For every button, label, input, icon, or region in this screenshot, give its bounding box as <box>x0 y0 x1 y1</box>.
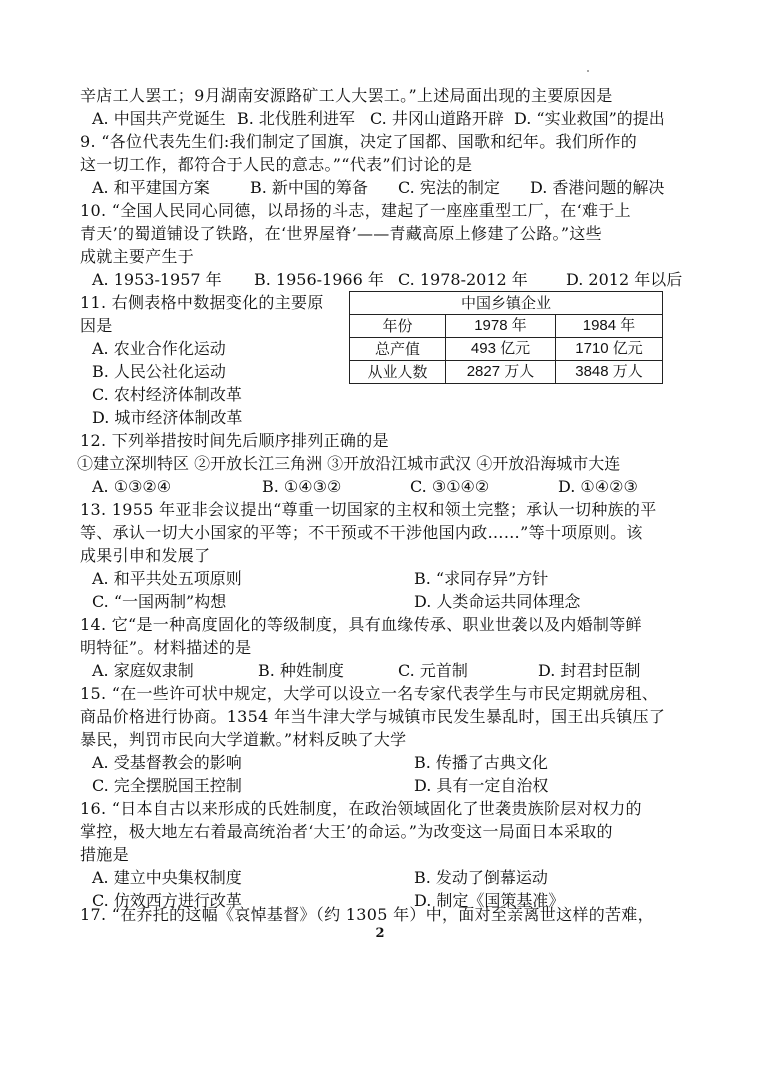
table-row <box>350 361 663 384</box>
q12-option-a: A. ①③②④ <box>92 477 172 496</box>
q15-stem-line2: 商品价格进行协商。1354 年当牛津大学与城镇市民发生暴乱时，国王出兵镇压了 <box>80 707 666 726</box>
q12-stem-line2: ①建立深圳特区 ②开放长江三角洲 ③开放沿江城市武汉 ④开放沿海城市大连 <box>77 454 621 473</box>
q9-option-d: D. 香港问题的解决 <box>530 178 665 197</box>
table-row <box>350 338 663 361</box>
table-cell: 2827 万人 <box>446 361 556 384</box>
q14-stem-line2: 明特征”。材料描述的是 <box>80 638 252 657</box>
q12-stem-line1: 12. 下列举措按时间先后顺序排列正确的是 <box>80 431 389 450</box>
q12-option-c: C. ③①④② <box>410 477 490 496</box>
q9-stem-line1: 9. “各位代表先生们:我们制定了国旗，决定了国都、国歌和纪年。我们所作的 <box>80 132 638 151</box>
q14-option-b: B. 种姓制度 <box>258 661 344 680</box>
q15-stem-line1: 15. “在一些许可状中规定，大学可以设立一名专家代表学生与市民定期就房租、 <box>80 684 659 703</box>
q15-option-a: A. 受基督教会的影响 <box>92 753 242 772</box>
q14-option-a: A. 家庭奴隶制 <box>92 661 194 680</box>
table-header-row <box>350 315 663 338</box>
q16-stem-line3: 措施是 <box>80 845 129 864</box>
table-cell: 总产值 <box>350 338 446 361</box>
page-number: 2 <box>375 926 385 941</box>
q13-stem-line2: 等、承认一切大小国家的平等；不干预或不干涉他国内政……”等十项原则。该 <box>80 523 643 542</box>
q11-stem-line1: 11. 右侧表格中数据变化的主要原 <box>80 293 324 312</box>
q8-option-a: A. 中国共产党诞生 <box>92 109 226 128</box>
township-enterprise-table <box>349 291 663 384</box>
q13-stem-line3: 成果引申和发展了 <box>80 546 211 565</box>
q9-option-b: B. 新中国的筹备 <box>250 178 368 197</box>
q10-option-b: B. 1956-1966 年 <box>254 270 384 289</box>
q14-stem-line1: 14. 它“是一种高度固化的等级制度，具有血缘传承、职业世袭以及内婚制等鲜 <box>80 615 642 634</box>
q13-option-b: B. “求同存异”方针 <box>414 569 549 588</box>
q12-option-d: D. ①④②③ <box>558 477 638 496</box>
q8-continuation: 辛店工人罢工；9月湖南安源路矿工人大罢工。”上述局面出现的主要原因是 <box>80 86 613 105</box>
q10-stem-line2: 青天’的蜀道铺设了铁路，在‘世界屋脊’——青藏高原上修建了公路。”这些 <box>80 224 602 243</box>
q17-stem-line1: 17. “在乔托的这幅《哀悼基督》（约 1305 年）中，面对至亲离世这样的苦难， <box>80 905 654 924</box>
q13-option-a: A. 和平共处五项原则 <box>92 569 242 588</box>
q10-option-a: A. 1953-1957 年 <box>92 270 222 289</box>
q15-option-d: D. 具有一定自治权 <box>414 776 549 795</box>
q15-option-b: B. 传播了古典文化 <box>414 753 548 772</box>
q10-option-c: C. 1978-2012 年 <box>398 270 528 289</box>
q16-option-d: D. 制定《国策基准》 <box>414 891 565 910</box>
q8-option-c: C. 井冈山道路开辟 <box>370 109 504 128</box>
table-header: 1978 年 <box>446 315 556 338</box>
table-cell: 493 亿元 <box>446 338 556 361</box>
q13-option-d: D. 人类命运共同体理念 <box>414 592 581 611</box>
q13-stem-line1: 13. 1955 年亚非会议提出“尊重一切国家的主权和领土完整；承认一切种族的平 <box>80 500 657 519</box>
q10-stem-line1: 10. “全国人民同心同德，以昂扬的斗志，建起了一座座重型工厂，在‘难于上 <box>80 201 631 220</box>
q15-stem-line3: 暴民，判罚市民向大学道歉。”材料反映了大学 <box>80 730 407 749</box>
q10-stem-line3: 成就主要产生于 <box>80 247 195 266</box>
q9-stem-line2: 这一切工作，都符合于人民的意志。”“代表”们讨论的是 <box>80 155 473 174</box>
q8-option-b: B. 北伐胜利进军 <box>237 109 355 128</box>
q16-option-b: B. 发动了倒幕运动 <box>414 868 548 887</box>
q12-option-b: B. ①④③② <box>262 477 342 496</box>
table-cell: 3848 万人 <box>556 361 663 384</box>
scan-speck <box>587 70 589 72</box>
q14-option-d: D. 封君封臣制 <box>538 661 641 680</box>
q15-option-c: C. 完全摆脱国王控制 <box>92 776 242 795</box>
q11-option-a: A. 农业合作化运动 <box>92 339 226 358</box>
table-title-row <box>350 292 663 315</box>
q8-option-d: D. “实业救国”的提出 <box>514 109 665 128</box>
q14-option-c: C. 元首制 <box>398 661 468 680</box>
q16-option-c: C. 仿效西方进行改革 <box>92 891 242 910</box>
q9-option-c: C. 宪法的制定 <box>398 178 500 197</box>
table-header: 1984 年 <box>556 315 663 338</box>
q16-stem-line1: 16. “日本自古以来形成的氏姓制度，在政治领域固化了世袭贵族阶层对权力的 <box>80 799 642 818</box>
q13-option-c: C. “一国两制”构想 <box>92 592 227 611</box>
table-cell: 1710 亿元 <box>556 338 663 361</box>
q11-option-b: B. 人民公社化运动 <box>92 362 226 381</box>
q11-option-c: C. 农村经济体制改革 <box>92 385 242 404</box>
q11-option-d: D. 城市经济体制改革 <box>92 408 243 427</box>
q11-stem-line2: 因是 <box>80 316 113 335</box>
table-cell: 从业人数 <box>350 361 446 384</box>
table-header: 年份 <box>350 315 446 338</box>
table-title: 中国乡镇企业 <box>350 292 663 315</box>
q9-option-a: A. 和平建国方案 <box>92 178 210 197</box>
q10-option-d: D. 2012 年以后 <box>566 270 683 289</box>
q16-option-a: A. 建立中央集权制度 <box>92 868 242 887</box>
q16-stem-line2: 掌控，极大地左右着最高统治者‘大王’的命运。”为改变这一局面日本采取的 <box>80 822 613 841</box>
